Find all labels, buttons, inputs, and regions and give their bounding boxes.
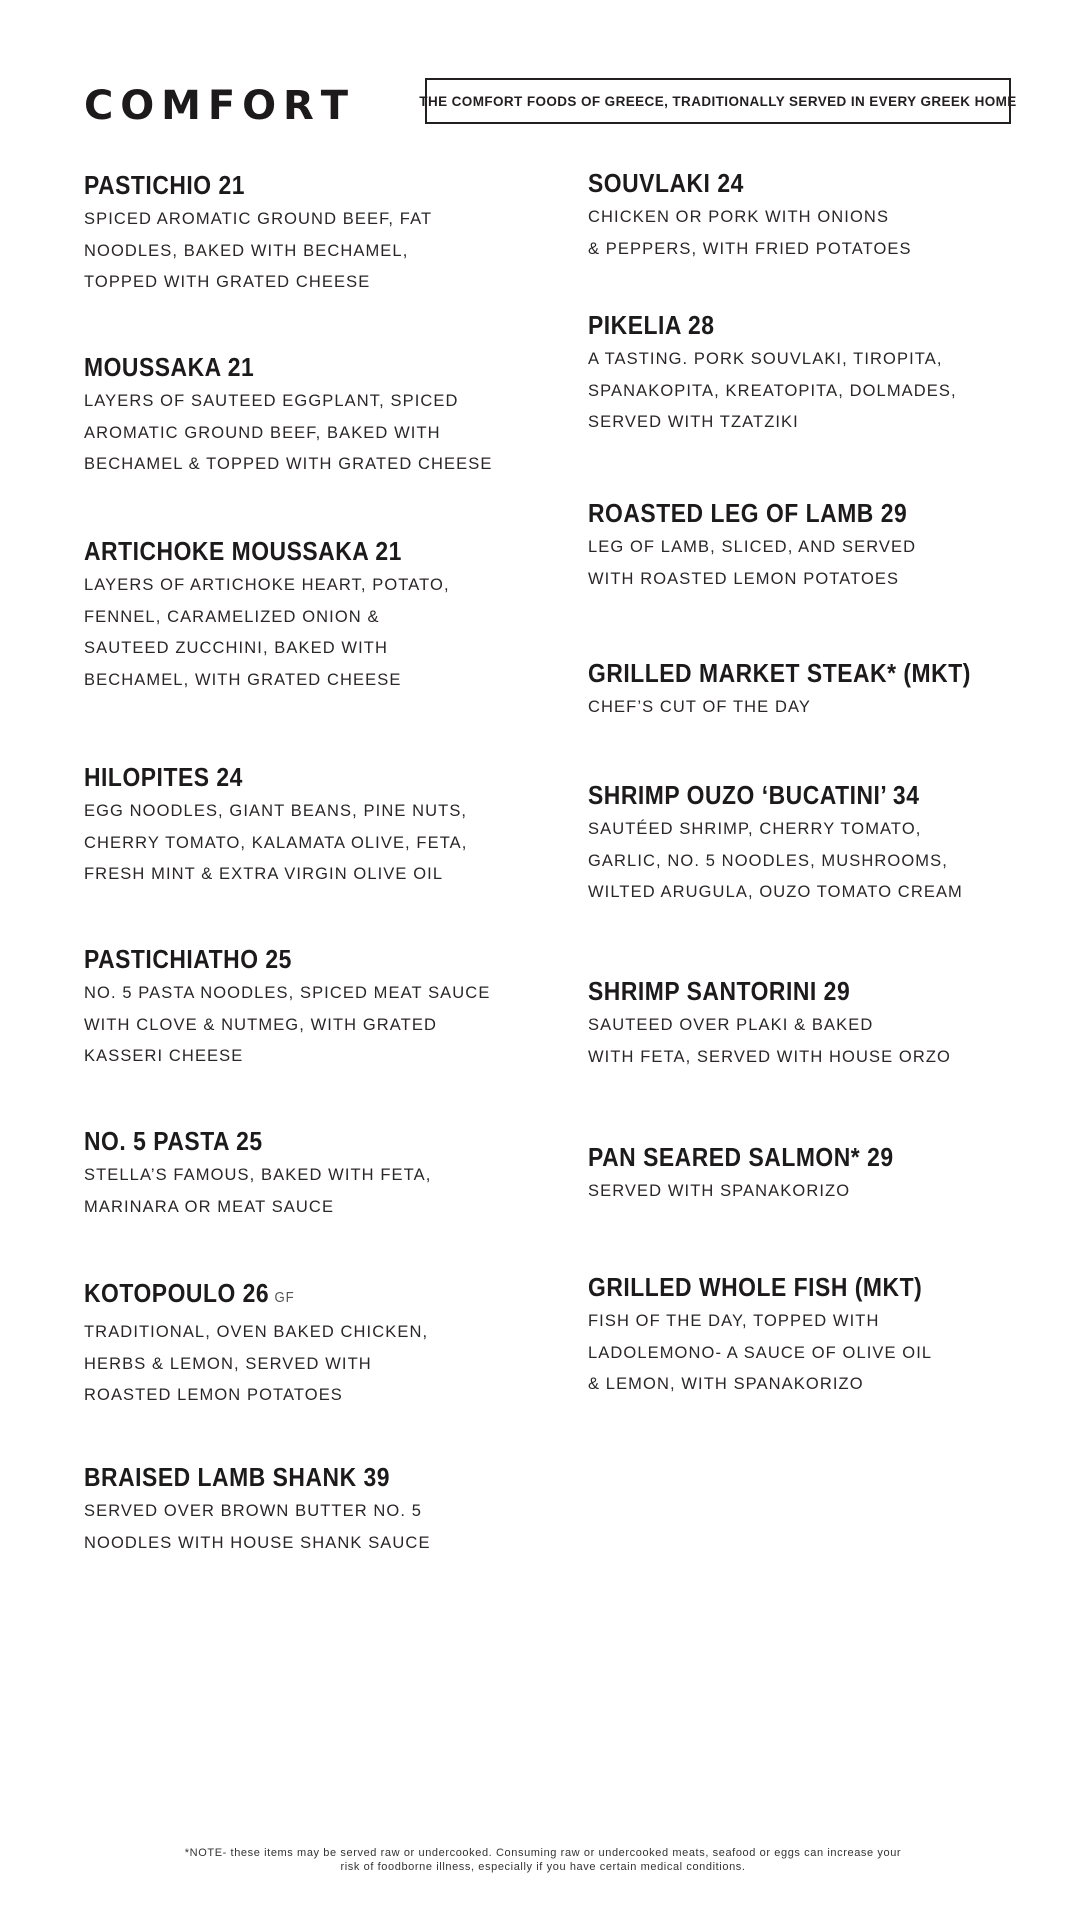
menu-item-name-price: PAN SEARED SALMON* 29 bbox=[588, 1142, 894, 1172]
description-line: FENNEL, CARAMELIZED ONION & bbox=[84, 607, 380, 626]
description-line: WITH CLOVE & NUTMEG, WITH GRATED bbox=[84, 1015, 437, 1034]
menu-item bbox=[84, 536, 504, 696]
menu-item-title bbox=[84, 352, 454, 382]
logo-letter: O bbox=[120, 83, 155, 129]
menu-item-description bbox=[588, 1306, 1028, 1401]
menu-item bbox=[588, 168, 1028, 265]
menu-item-description bbox=[84, 1160, 504, 1223]
menu-item-name-price: GRILLED WHOLE FISH (MKT) bbox=[588, 1272, 923, 1302]
menu-item-title bbox=[588, 310, 975, 340]
menu-header bbox=[0, 0, 1086, 160]
menu-item-title bbox=[84, 536, 454, 566]
menu-item bbox=[84, 352, 504, 481]
description-line: NOODLES, BAKED WITH BECHAMEL, bbox=[84, 241, 409, 260]
menu-item-description bbox=[588, 1010, 1028, 1073]
description-line: SAUTEED ZUCCHINI, BAKED WITH bbox=[84, 639, 388, 657]
description-line: SPANAKOPITA, KREATOPITA, DOLMADES, bbox=[588, 381, 957, 400]
menu-item bbox=[84, 1278, 504, 1412]
description-line: & PEPPERS, WITH FRIED POTATOES bbox=[588, 239, 912, 258]
logo-letter: F bbox=[207, 83, 236, 129]
description-line: GARLIC, NO. 5 NOODLES, MUSHROOMS, bbox=[588, 851, 948, 870]
menu-item bbox=[588, 310, 1028, 439]
menu-item-description bbox=[84, 796, 504, 891]
menu-item-title bbox=[84, 1278, 454, 1313]
menu-item-title bbox=[588, 976, 975, 1006]
menu-item-description bbox=[588, 344, 1028, 439]
menu-item-name-price: HILOPITES 24 bbox=[84, 762, 243, 792]
logo-letter: R bbox=[282, 83, 314, 129]
description-line: CHEF’S CUT OF THE DAY bbox=[588, 698, 811, 716]
menu-item-description bbox=[84, 570, 504, 696]
menu-item bbox=[84, 170, 504, 299]
menu-item-name-price: PASTICHIATHO 25 bbox=[84, 944, 292, 974]
menu-item-name-price: SOUVLAKI 24 bbox=[588, 168, 744, 198]
menu-item bbox=[588, 498, 1028, 595]
description-line: LADOLEMONO- A SAUCE OF OLIVE OIL bbox=[588, 1343, 933, 1362]
menu-item bbox=[84, 762, 504, 891]
menu-item bbox=[588, 976, 1028, 1073]
menu-item-title bbox=[588, 168, 975, 198]
description-line: & LEMON, WITH SPANAKORIZO bbox=[588, 1375, 864, 1393]
comfort-logo bbox=[84, 80, 348, 129]
description-line: AROMATIC GROUND BEEF, BAKED WITH bbox=[84, 423, 441, 442]
menu-item-title bbox=[588, 1142, 975, 1172]
menu-item-name-price: SHRIMP SANTORINI 29 bbox=[588, 976, 851, 1006]
menu-item-name-price: PASTICHIO 21 bbox=[84, 170, 246, 200]
menu-item-description bbox=[588, 202, 1028, 265]
description-line: TRADITIONAL, OVEN BAKED CHICKEN, bbox=[84, 1323, 429, 1341]
description-line: SPICED AROMATIC GROUND BEEF, FAT bbox=[84, 210, 433, 228]
menu-item-title bbox=[588, 498, 975, 528]
menu-item-title bbox=[84, 170, 454, 200]
menu-item-description bbox=[588, 532, 1028, 595]
menu-item-title bbox=[588, 780, 975, 810]
menu-item-name-price: SHRIMP OUZO ‘BUCATINI’ 34 bbox=[588, 780, 920, 810]
menu-item bbox=[84, 1462, 504, 1559]
description-line: WITH FETA, SERVED WITH HOUSE ORZO bbox=[588, 1047, 951, 1066]
menu-item bbox=[588, 1142, 1028, 1208]
menu-item-name-price: KOTOPOULO 26 bbox=[84, 1278, 270, 1308]
description-line: SAUTEED OVER PLAKI & BAKED bbox=[588, 1016, 874, 1034]
description-line: CHERRY TOMATO, KALAMATA OLIVE, FETA, bbox=[84, 833, 468, 852]
description-line: EGG NOODLES, GIANT BEANS, PINE NUTS, bbox=[84, 802, 468, 820]
description-line: LAYERS OF SAUTEED EGGPLANT, SPICED bbox=[84, 392, 459, 410]
logo-letter: O bbox=[242, 83, 277, 129]
menu-item-description bbox=[588, 692, 1028, 724]
menu-item-title bbox=[84, 1126, 454, 1156]
menu-item-description bbox=[84, 1496, 504, 1559]
menu-item bbox=[84, 1126, 504, 1223]
description-line: SAUTÉED SHRIMP, CHERRY TOMATO, bbox=[588, 820, 922, 838]
description-line: FRESH MINT & EXTRA VIRGIN OLIVE OIL bbox=[84, 865, 444, 883]
description-line: HERBS & LEMON, SERVED WITH bbox=[84, 1354, 372, 1373]
raw-food-disclaimer bbox=[0, 1846, 1086, 1874]
description-line: WITH ROASTED LEMON POTATOES bbox=[588, 569, 900, 588]
menu-item-name-price: ROASTED LEG OF LAMB 29 bbox=[588, 498, 908, 528]
footnote-line: *NOTE- these items may be served raw or undercooked. Consuming raw or undercooked meats, seafood or eggs can increase your bbox=[184, 1847, 902, 1859]
menu-item bbox=[588, 1272, 1028, 1401]
menu-item-name-price: BRAISED LAMB SHANK 39 bbox=[84, 1462, 391, 1492]
menu-item bbox=[84, 944, 504, 1073]
dietary-tag: GF bbox=[274, 1289, 295, 1306]
menu-item-description bbox=[84, 386, 504, 481]
description-line: SERVED WITH SPANAKORIZO bbox=[588, 1182, 851, 1200]
tagline-box bbox=[419, 78, 1017, 124]
description-line: NOODLES WITH HOUSE SHANK SAUCE bbox=[84, 1533, 431, 1552]
menu-item-title bbox=[588, 658, 975, 688]
description-line: KASSERI CHEESE bbox=[84, 1047, 244, 1065]
menu-item-description bbox=[84, 204, 504, 299]
description-line: TOPPED WITH GRATED CHEESE bbox=[84, 273, 371, 291]
description-line: WILTED ARUGULA, OUZO TOMATO CREAM bbox=[588, 883, 963, 901]
menu-item-title bbox=[84, 762, 454, 792]
description-line: SERVED OVER BROWN BUTTER NO. 5 bbox=[84, 1502, 422, 1520]
menu-item-title bbox=[84, 1462, 454, 1492]
logo-letter: T bbox=[320, 83, 348, 129]
description-line: ROASTED LEMON POTATOES bbox=[84, 1386, 343, 1404]
description-line: LAYERS OF ARTICHOKE HEART, POTATO, bbox=[84, 576, 450, 594]
logo-letter: C bbox=[84, 83, 114, 129]
description-line: MARINARA OR MEAT SAUCE bbox=[84, 1197, 335, 1216]
description-line: A TASTING. PORK SOUVLAKI, TIROPITA, bbox=[588, 350, 943, 368]
menu-item-description bbox=[84, 1317, 504, 1412]
menu-item bbox=[588, 658, 1028, 724]
description-line: FISH OF THE DAY, TOPPED WITH bbox=[588, 1312, 880, 1330]
menu-item-name-price: MOUSSAKA 21 bbox=[84, 352, 255, 382]
description-line: BECHAMEL, WITH GRATED CHEESE bbox=[84, 670, 402, 689]
logo-letter: M bbox=[161, 83, 201, 129]
footnote-line: risk of foodborne illness, especially if you have certain medical conditions. bbox=[340, 1861, 746, 1873]
description-line: LEG OF LAMB, SLICED, AND SERVED bbox=[588, 538, 917, 556]
description-line: CHICKEN OR PORK WITH ONIONS bbox=[588, 208, 890, 226]
menu-item-description bbox=[588, 814, 1028, 909]
description-line: STELLA’S FAMOUS, BAKED WITH FETA, bbox=[84, 1166, 432, 1184]
menu-item-name-price: GRILLED MARKET STEAK* (MKT) bbox=[588, 658, 971, 688]
menu-item-name-price: NO. 5 PASTA 25 bbox=[84, 1126, 263, 1156]
description-line: SERVED WITH TZATZIKI bbox=[588, 413, 799, 431]
menu-item-title bbox=[588, 1272, 975, 1302]
menu-item-title bbox=[84, 944, 454, 974]
menu-item bbox=[588, 780, 1028, 909]
menu-item-name-price: ARTICHOKE MOUSSAKA 21 bbox=[84, 536, 402, 566]
menu-item-description bbox=[84, 978, 504, 1073]
menu-item-name-price: PIKELIA 28 bbox=[588, 310, 715, 340]
menu-item-description bbox=[588, 1176, 1028, 1208]
description-line: BECHAMEL & TOPPED WITH GRATED CHEESE bbox=[84, 455, 493, 473]
description-line: NO. 5 PASTA NOODLES, SPICED MEAT SAUCE bbox=[84, 984, 491, 1002]
tagline: THE COMFORT FOODS OF GREECE, TRADITIONALLY SERVED IN EVERY GREEK HOME bbox=[419, 93, 1017, 109]
